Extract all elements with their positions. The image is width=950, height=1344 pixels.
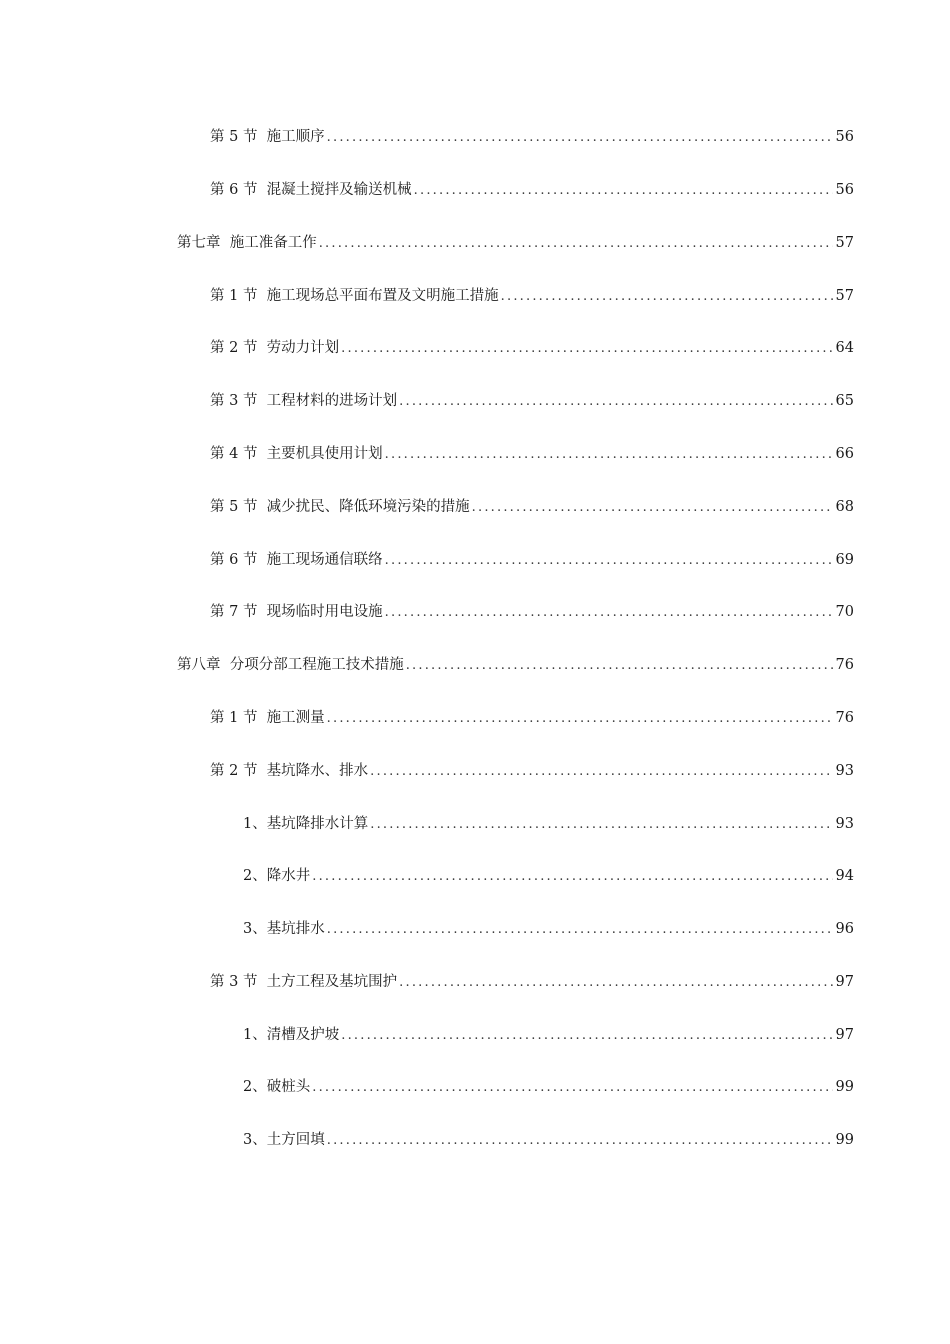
- dot-leader: [406, 659, 833, 672]
- toc-entry-page: 57: [835, 234, 854, 251]
- toc-entry[interactable]: [0, 217, 950, 270]
- toc-entry-number: 第 1 节: [210, 709, 267, 726]
- toc-entry-title: 主要机具使用计划: [266, 445, 383, 462]
- dot-leader: [327, 1134, 833, 1147]
- toc-entry-number: 第 7 节: [210, 604, 267, 621]
- toc-entry-page: 70: [835, 604, 854, 621]
- dot-leader: [501, 290, 833, 303]
- toc-entry[interactable]: [0, 903, 950, 956]
- toc-entry-number: 1、: [243, 815, 267, 832]
- toc-entry-page: 99: [835, 1132, 854, 1149]
- toc-entry-page: 76: [835, 709, 854, 726]
- dot-leader: [319, 237, 833, 250]
- toc-entry-number: 3、: [243, 1132, 267, 1149]
- toc-entry-number: 2、: [243, 1079, 267, 1096]
- toc-entry[interactable]: [0, 111, 950, 164]
- toc-entry[interactable]: [0, 745, 950, 798]
- toc-entry[interactable]: [0, 1114, 950, 1167]
- toc-entry-number: 第 3 节: [210, 973, 267, 990]
- toc-entry-title: 劳动力计划: [266, 340, 340, 357]
- toc-entry-title: 土方回填: [266, 1132, 325, 1149]
- dot-leader: [472, 501, 833, 514]
- toc-entry[interactable]: [0, 533, 950, 586]
- toc-entry[interactable]: [0, 850, 950, 903]
- toc-entry-page: 94: [835, 868, 854, 885]
- toc-entry-page: 96: [835, 921, 854, 938]
- toc-entry[interactable]: [0, 639, 950, 692]
- toc-entry-number: 第八章: [177, 657, 230, 674]
- toc-entry-number: 第 1 节: [210, 287, 267, 304]
- dot-leader: [327, 923, 833, 936]
- toc-entry-title: 基坑降排水计算: [266, 815, 369, 832]
- toc-entry-page: 56: [835, 181, 854, 198]
- toc-entry[interactable]: [0, 164, 950, 217]
- toc-entry-number: 第 5 节: [210, 129, 267, 146]
- dot-leader: [327, 131, 833, 144]
- toc-entry[interactable]: [0, 375, 950, 428]
- toc-entry-title: 降水井: [266, 868, 311, 885]
- toc-entry-number: 3、: [243, 921, 267, 938]
- toc-entry[interactable]: [0, 1009, 950, 1062]
- toc-entry-page: 65: [835, 393, 854, 410]
- dot-leader: [312, 1081, 832, 1094]
- toc-entry-title: 混凝土搅拌及输送机械: [266, 181, 412, 198]
- toc-entry[interactable]: [0, 586, 950, 639]
- toc-entry-title: 清槽及护坡: [266, 1026, 340, 1043]
- toc-entry-number: 2、: [243, 868, 267, 885]
- toc-entry-title: 施工现场通信联络: [266, 551, 383, 568]
- toc-entry[interactable]: [0, 269, 950, 322]
- dot-leader: [399, 395, 832, 408]
- toc-entry-title: 减少扰民、降低环境污染的措施: [266, 498, 470, 515]
- toc-entry-page: 64: [835, 340, 854, 357]
- dot-leader: [385, 606, 833, 619]
- toc-entry-page: 97: [835, 973, 854, 990]
- dot-leader: [341, 1029, 832, 1042]
- toc-entry[interactable]: [0, 481, 950, 534]
- dot-leader: [399, 976, 832, 989]
- toc-entry-number: 第 3 节: [210, 393, 267, 410]
- toc-entry-title: 基坑排水: [266, 921, 325, 938]
- toc-entry-number: 1、: [243, 1026, 267, 1043]
- toc-entry-title: 施工准备工作: [229, 234, 317, 251]
- table-of-contents: [0, 111, 950, 1167]
- toc-entry-number: 第 4 节: [210, 445, 267, 462]
- toc-entry-page: 97: [835, 1026, 854, 1043]
- dot-leader: [385, 554, 833, 567]
- toc-entry-page: 93: [835, 762, 854, 779]
- toc-entry-page: 99: [835, 1079, 854, 1096]
- toc-entry-number: 第 5 节: [210, 498, 267, 515]
- toc-entry-page: 93: [835, 815, 854, 832]
- toc-entry-number: 第 2 节: [210, 762, 267, 779]
- toc-entry-page: 76: [835, 657, 854, 674]
- toc-entry-title: 施工现场总平面布置及文明施工措施: [266, 287, 499, 304]
- toc-entry[interactable]: [0, 956, 950, 1009]
- toc-entry-title: 土方工程及基坑围护: [266, 973, 398, 990]
- dot-leader: [385, 448, 833, 461]
- toc-entry-page: 68: [835, 498, 854, 515]
- toc-entry-title: 基坑降水、排水: [266, 762, 369, 779]
- toc-entry[interactable]: [0, 1061, 950, 1114]
- toc-entry-page: 66: [835, 445, 854, 462]
- toc-entry-page: 69: [835, 551, 854, 568]
- toc-entry-title: 施工测量: [266, 709, 325, 726]
- toc-entry-page: 56: [835, 129, 854, 146]
- dot-leader: [327, 712, 833, 725]
- toc-entry-page: 57: [835, 287, 854, 304]
- toc-entry-title: 破桩头: [266, 1079, 311, 1096]
- toc-entry-title: 工程材料的进场计划: [266, 393, 398, 410]
- toc-entry-title: 现场临时用电设施: [266, 604, 383, 621]
- toc-entry-title: 分项分部工程施工技术措施: [229, 657, 404, 674]
- dot-leader: [370, 765, 832, 778]
- toc-entry-number: 第 6 节: [210, 551, 267, 568]
- dot-leader: [341, 342, 832, 355]
- toc-entry-number: 第 2 节: [210, 340, 267, 357]
- toc-entry-title: 施工顺序: [266, 129, 325, 146]
- dot-leader: [370, 818, 832, 831]
- toc-entry[interactable]: [0, 322, 950, 375]
- dot-leader: [414, 184, 833, 197]
- dot-leader: [312, 870, 832, 883]
- toc-entry[interactable]: [0, 428, 950, 481]
- toc-entry-number: 第七章: [177, 234, 230, 251]
- toc-entry-number: 第 6 节: [210, 181, 267, 198]
- toc-entry[interactable]: [0, 797, 950, 850]
- toc-entry[interactable]: [0, 692, 950, 745]
